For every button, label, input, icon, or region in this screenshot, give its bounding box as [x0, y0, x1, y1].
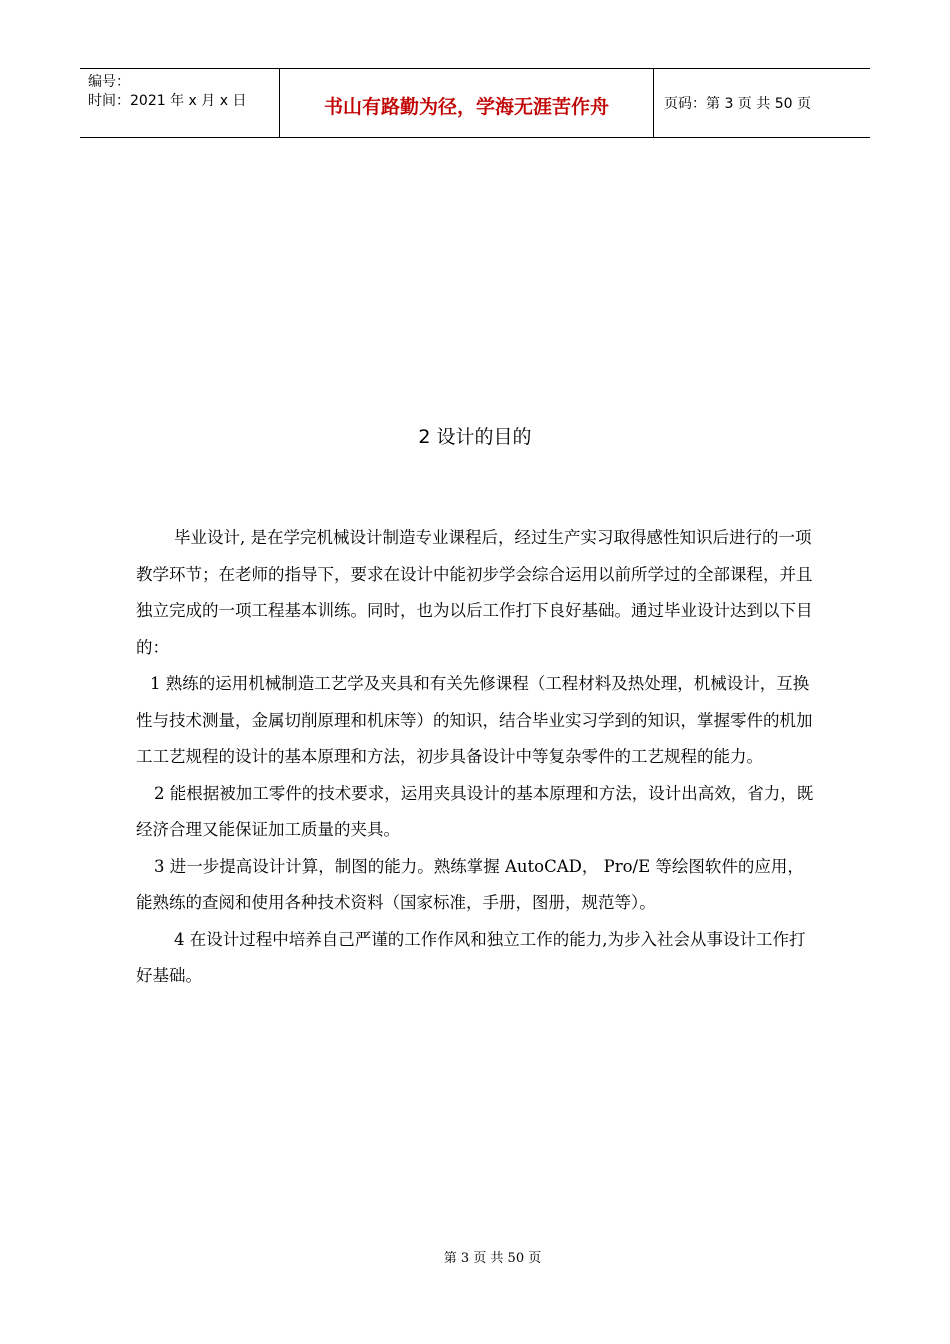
goal-paragraph-2: 2 能根据被加工零件的技术要求，运用夹具设计的基本原理和方法，设计出高效，省力，既经济合理又能保证加工质量的夹具。	[136, 783, 814, 839]
header-page-info: 页码：第 3 页 共 50 页	[664, 96, 811, 112]
intro-paragraph: 毕业设计, 是在学完机械设计制造专业课程后，经过生产实习取得感性知识后进行的一项教学环节；在老师的指导下，要求在设计中能初步学会综合运用以前所学过的全部课程，并且独立完成的一项工程基本训练。同时，也为以后工作打下良好基础。通过毕业设计达到以下目的：	[136, 528, 813, 657]
page-header	[80, 68, 870, 138]
goal-paragraph-4: 4 在设计过程中培养自己严谨的工作作风和独立工作的能力,为步入社会从事设计工作打好基础。	[136, 929, 806, 985]
goal-paragraph-1: 1 熟练的运用机械制造工艺学及夹具和有关先修课程（工程材料及热处理，机械设计，互换性与技术测量，金属切削原理和机床等）的知识，结合毕业实习学到的知识，掌握零件的机加工工艺规程的设计的基本原理和方法，初步具备设计中等复杂零件的工艺规程的能力。	[136, 674, 813, 766]
body-text	[136, 520, 816, 995]
document-date: 时间：2021 年 x 月 x 日	[88, 93, 247, 109]
section-title: 2 设计的目的	[418, 426, 532, 448]
header-motto: 书山有路勤为径，学海无涯苦作舟	[280, 69, 654, 137]
goal-paragraph-3: 3 进一步提高设计计算，制图的能力。熟练掌握 AutoCAD， Pro/E 等绘图软件的应用，能熟练的查阅和使用各种技术资料（国家标准，手册，图册，规范等）。	[136, 856, 804, 912]
page-footer: 第 3 页 共 50 页	[443, 1251, 542, 1266]
header-meta	[80, 69, 280, 137]
document-number-label: 编号：	[88, 74, 130, 90]
